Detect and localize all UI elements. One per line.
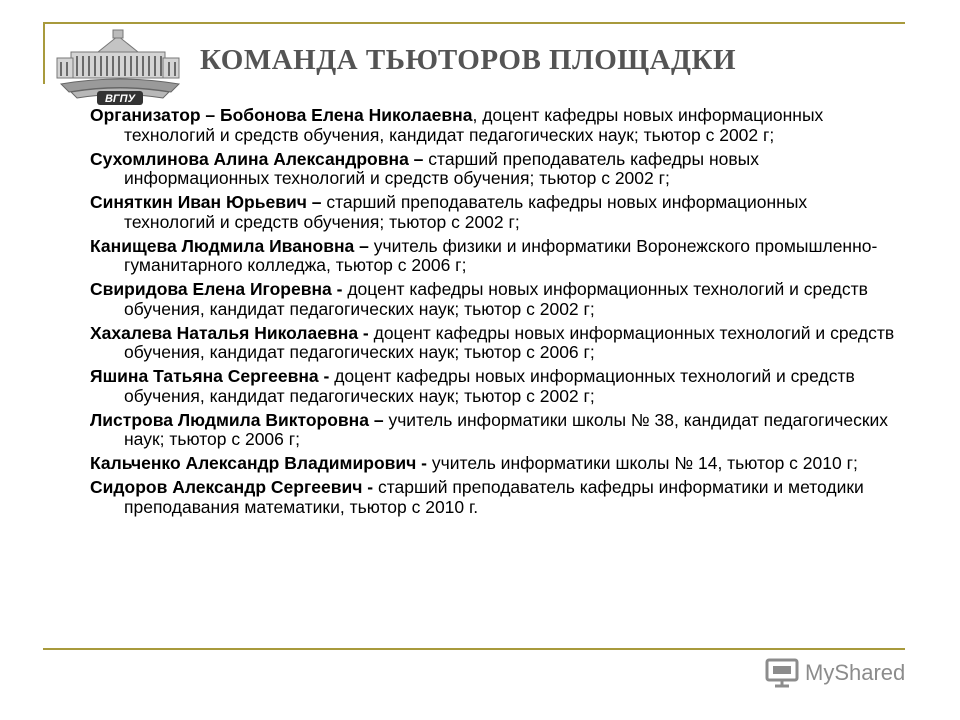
tutor-name: Канищева Людмила Ивановна –	[90, 235, 369, 256]
left-rule	[43, 22, 45, 84]
tutor-name: Яшина Татьяна Сергеевна -	[90, 366, 330, 386]
bottom-rule	[43, 648, 905, 650]
tutor-name: Сухомлинова Алина Александровна –	[90, 148, 424, 169]
tutor-description: учитель физики и информатики Воронежского промышленно-гуманитарного колледжа, тьютор с 2006 г;	[124, 235, 878, 275]
list-item	[90, 411, 900, 450]
watermark-text: MyShared	[805, 660, 906, 685]
tutor-description: учитель информатики школы № 38, кандидат педагогических наук; тьютор с 2006 г;	[124, 409, 889, 449]
tutor-list	[90, 106, 900, 522]
logo-text: ВГПУ	[104, 93, 136, 105]
tutor-description: старший преподаватель кафедры информатики и методики преподавания математики, тьютор с 2010 г.	[124, 477, 864, 517]
list-item	[90, 106, 900, 145]
tutor-description: доцент кафедры новых информационных технологий и средств обучения, кандидат педагогических наук; тьютор с 2002 г;	[124, 279, 868, 319]
top-rule	[43, 22, 905, 24]
tutor-name: Хахалева Наталья Николаевна -	[90, 322, 369, 343]
list-item	[90, 193, 900, 232]
tutor-name: Листрова Людмила Викторовна –	[90, 409, 384, 430]
tutor-description: учитель информатики школы № 14, тьютор с 2010 г;	[427, 453, 858, 473]
tutor-name: Организатор – Бобонова Елена Николаевна	[90, 105, 473, 125]
tutor-description: старший преподаватель кафедры новых информационных технологий и средств обучения; тьютор с 2002 г;	[124, 192, 808, 232]
tutor-description: доцент кафедры новых информационных технологий и средств обучения, кандидат педагогических наук; тьютор с 2002 г;	[124, 366, 855, 406]
list-item	[90, 280, 900, 319]
slide-title: КОМАНДА ТЬЮТОРОВ ПЛОЩАДКИ	[200, 44, 737, 76]
tutor-description: , доцент кафедры новых информационных технологий и средств обучения, кандидат педагогических наук; тьютор с 2002 г;	[124, 105, 824, 145]
tutor-description: доцент кафедры новых информационных технологий и средств обучения, кандидат педагогических наук; тьютор с 2006 г;	[124, 322, 895, 362]
tutor-name: Сидоров Александр Сергеевич -	[90, 477, 374, 497]
list-item	[90, 237, 900, 276]
tutor-name: Свиридова Елена Игоревна -	[90, 279, 343, 299]
university-logo	[53, 28, 187, 106]
list-item	[90, 324, 900, 363]
list-item	[90, 454, 900, 474]
watermark	[765, 656, 905, 690]
list-item	[90, 150, 900, 189]
tutor-name: Синяткин Иван Юрьевич –	[90, 192, 322, 212]
presentation-icon	[765, 658, 799, 688]
tutor-description: старший преподаватель кафедры новых информационных технологий и средств обучения; тьютор с 2002 г;	[124, 148, 759, 188]
tutor-name: Кальченко Александр Владимирович -	[90, 453, 428, 473]
list-item	[90, 478, 900, 517]
list-item	[90, 367, 900, 406]
